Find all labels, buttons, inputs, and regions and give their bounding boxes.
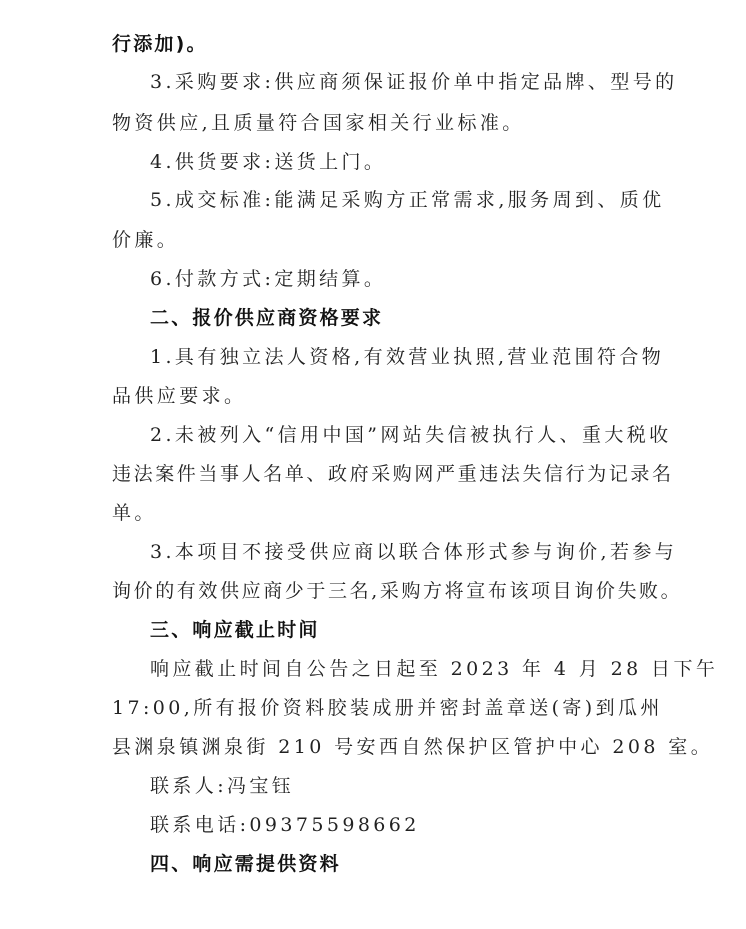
text-line: 17:00,所有报价资料胶装成册并密封盖章送(寄)到瓜州: [112, 697, 663, 719]
text-line: 单。: [112, 502, 157, 524]
text-line: 响应截止时间自公告之日起至 2023 年 4 月 28 日下午: [150, 658, 719, 680]
text-line: 违法案件当事人名单、政府采购网严重违法失信行为记录名: [112, 463, 674, 485]
text-line: 品供应要求。: [112, 385, 247, 407]
text-line: 3.本项目不接受供应商以联合体形式参与询价,若参与: [150, 541, 678, 563]
text-line: 价廉。: [112, 229, 180, 251]
section-heading: 三、响应截止时间: [150, 619, 320, 641]
text-line: 联系电话:09375598662: [150, 814, 420, 836]
text-line: 1.具有独立法人资格,有效营业执照,营业范围符合物: [150, 346, 665, 368]
text-line: 联系人:冯宝钰: [150, 775, 295, 797]
text-line: 2.未被列入“信用中国”网站失信被执行人、重大税收: [150, 424, 672, 446]
section-heading: 四、响应需提供资料: [150, 853, 341, 875]
text-line: 行添加)。: [112, 33, 208, 55]
text-line: 询价的有效供应商少于三名,采购方将宣布该项目询价失败。: [112, 580, 683, 602]
text-line: 5.成交标准:能满足采购方正常需求,服务周到、质优: [150, 189, 665, 211]
text-line: 物资供应,且质量符合国家相关行业标准。: [112, 112, 525, 134]
text-line: 6.付款方式:定期结算。: [150, 268, 387, 290]
text-line: 县渊泉镇渊泉街 210 号安西自然保护区管护中心 208 室。: [112, 736, 714, 758]
text-line: 3.采购要求:供应商须保证报价单中指定品牌、型号的: [150, 71, 678, 93]
text-line: 4.供货要求:送货上门。: [150, 151, 387, 173]
section-heading: 二、报价供应商资格要求: [150, 307, 384, 329]
